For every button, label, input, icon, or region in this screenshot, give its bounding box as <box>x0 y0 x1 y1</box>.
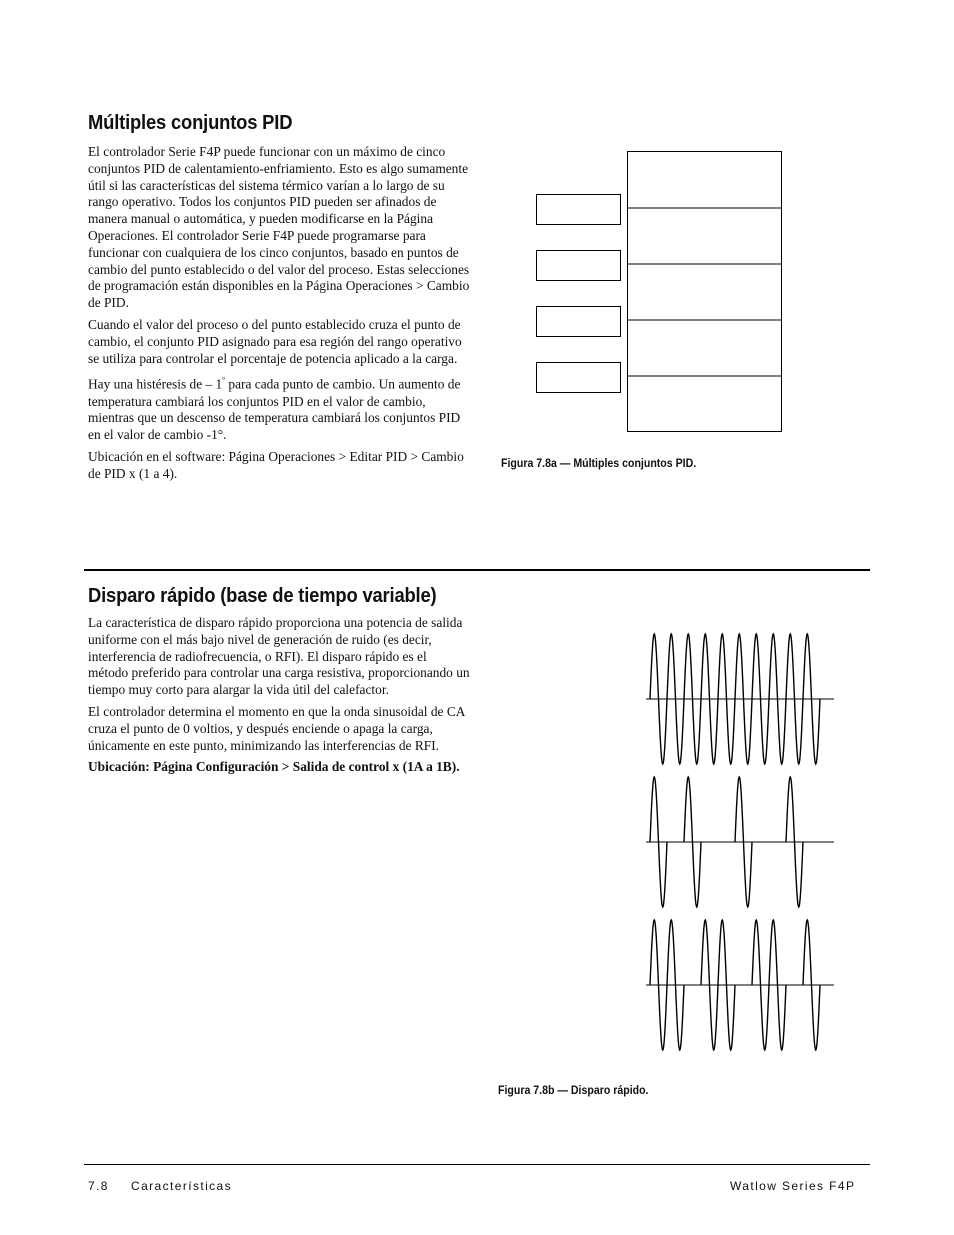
section-heading-zero-cross: Disparo rápido (base de tiempo variable) <box>88 585 437 607</box>
section-heading-multiple-pid: Múltiples conjuntos PID <box>88 112 293 134</box>
figure-zero-cross-waveforms <box>640 625 840 1065</box>
figure-multiple-pid-diagram <box>530 145 790 440</box>
section-divider <box>84 569 870 571</box>
pid-set-box <box>537 195 621 225</box>
pid-set-box <box>537 363 621 393</box>
footer-page-number: 7.8 <box>88 1179 109 1193</box>
paragraph: El controlador Serie F4P puede funcionar con un máximo de cinco conjuntos PID de calentamiento-enfriamiento. Esto es algo sumamente útil si las características del sistema térmico varían a lo largo de su rango operativo. Todos los conjuntos PID pueden ser afinados de manera manual o automática, y pueden modificarse en la Página Operaciones. El controlador Serie F4P puede programarse para funcionar con cualquiera de los cinco conjuntos, basado en puntos de cambio del punto establecido o del valor del proceso. Estas selecciones de programación están disponibles en la Página Operaciones > Cambio de PID. <box>88 144 470 311</box>
footer-section-title: Características <box>131 1179 233 1193</box>
pid-set-box <box>537 251 621 281</box>
paragraph: Cuando el valor del proceso o del punto establecido cruza el punto de cambio, el conjunto PID asignado para esa región del rango operativo se utiliza para controlar el porcentaje de potencia aplicado a la carga. <box>88 316 462 366</box>
paragraph: El controlador determina el momento en que la onda sinusoidal de CA cruza el punto de 0 voltios, y después enciende o apaga la carga, únicamente en este punto, minimizando las interferencias de RFI. <box>88 703 465 753</box>
section-body-multiple-pid <box>88 144 470 488</box>
software-location: Ubicación en el software: Página Operaciones > Editar PID > Cambio de PID x (1 a 4). <box>88 449 464 481</box>
pid-set-box <box>537 307 621 337</box>
footer-rule <box>84 1164 870 1165</box>
section-body-zero-cross <box>88 615 470 781</box>
paragraph: La característica de disparo rápido proporciona una potencia de salida uniforme con el más bajo nivel de generación de ruido (es decir, interferencia de radiofrecuencia, o RFI). El disparo rápido es el método preferido para controlar una carga resistiva, proporcionando un tiempo muy corto para alargar la vida útil del calefactor. <box>88 615 470 698</box>
figure-caption-7-8a: Figura 7.8a — Múltiples conjuntos PID. <box>501 458 697 470</box>
figure-caption-7-8b: Figura 7.8b — Disparo rápido. <box>498 1085 649 1097</box>
paragraph-hysteresis: Hay una histéresis de – $1^º$ para cada punto de cambio. Un aumento de temperatura cambiará los conjuntos PID en el valor de cambio, mientras que un descenso de temperatura cambiará los conjuntos PID en el valor de cambio -1°. <box>88 375 461 443</box>
footer-product-name: Watlow Series F4P <box>730 1179 856 1193</box>
pid-region-block <box>628 152 782 432</box>
software-location: Ubicación: Página Configuración > Salida de control x (1A a 1B). <box>88 759 460 775</box>
